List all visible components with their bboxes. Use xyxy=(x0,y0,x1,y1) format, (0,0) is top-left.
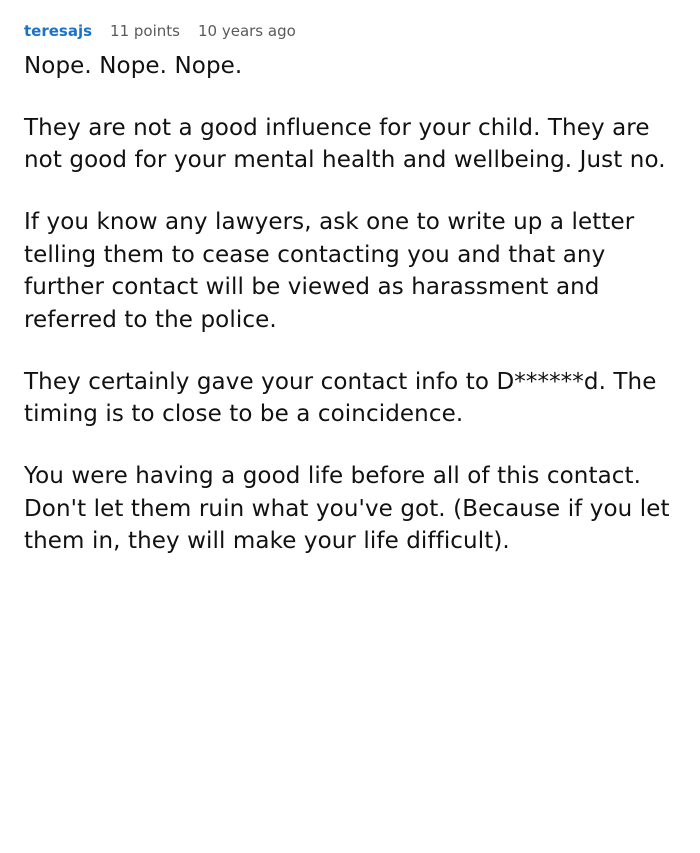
comment-paragraph: If you know any lawyers, ask one to write up a letter telling them to cease contacting you and that any further contact will be viewed as harassment and referred to the police. xyxy=(24,208,635,333)
comment-meta xyxy=(24,22,676,40)
comment-body xyxy=(24,50,676,558)
comment-paragraph: You were having a good life before all of this contact. Don't let them ruin what you've got. (Because if you let them in, they will make your life difficult). xyxy=(24,462,670,555)
comment-paragraph: They certainly gave your contact info to D******d. The timing is to close to be a coincidence. xyxy=(24,368,657,428)
comment-paragraph: Nope. Nope. Nope. xyxy=(24,53,243,79)
comment-timestamp: 10 years ago xyxy=(197,22,296,40)
comment-author-link[interactable]: teresajs xyxy=(24,22,93,40)
comment-paragraph: They are not a good influence for your child. They are not good for your mental health and wellbeing. Just no. xyxy=(24,114,666,174)
comment-score: 11 points xyxy=(110,22,180,40)
